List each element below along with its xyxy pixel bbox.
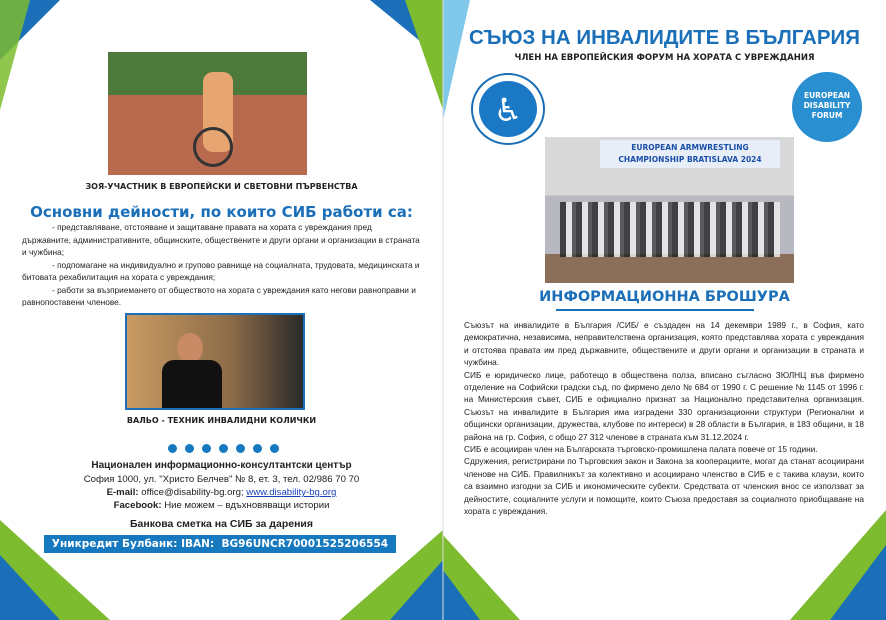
decorative-dots [168, 444, 279, 453]
paragraph: Съюзът на инвалидите в България /СИБ/ е създаден на 14 декември 1989 г., в София, като демократична, независима, неправителствена организация, която представлява хората с увреждания и отстоява правата им пред държавните, обществените и други органи и организации в страната и чужбина. [464, 320, 864, 368]
org-subtitle: ЧЛЕН НА ЕВРОПЕЙСКИЯ ФОРУМ НА ХОРАТА С УВРЕЖДАНИЯ [514, 53, 815, 63]
brochure-heading: ИНФОРМАЦИОННА БРОШУРА [539, 289, 790, 305]
photo-banner: EUROPEAN ARMWRESTLING CHAMPIONSHIP BRATISLAVA 2024 [600, 140, 780, 168]
email-line [0, 487, 443, 498]
tennis-photo [108, 52, 307, 175]
facebook-label: Facebook: [113, 500, 162, 511]
sib-logo [471, 73, 545, 145]
bank-heading: Банкова сметка на СИБ за дарения [129, 518, 313, 530]
technician-photo [125, 313, 305, 410]
wheelchair-icon: ♿ [479, 81, 537, 137]
photo2-caption: ВАЛЬО - ТЕХНИК ИНВАЛИДНИ КОЛИЧКИ [126, 416, 317, 425]
activities-heading: Основни дейности, по които СИБ работи са: [30, 203, 413, 221]
heading-underline [556, 309, 754, 311]
website-link[interactable]: www.disability-bg.org [246, 487, 337, 498]
email-label: E-mail: [106, 487, 139, 498]
facebook-line [0, 500, 443, 511]
iban-banner: Уникредит Булбанк: IBAN: BG96UNCR70001525206554 [44, 535, 396, 553]
edf-logo: EUROPEAN DISABILITY FORUM [792, 72, 862, 142]
center-name: Национален информационно-консултантски център [91, 460, 352, 471]
photo1-caption: ЗОЯ-УЧАСТНИК В ЕВРОПЕЙСКИ И СВЕТОВНИ ПЪРВЕНСТВА [85, 182, 358, 191]
address: София 1000, ул. "Христо Белчев" № 8, ет. 3, тел. 02/986 70 70 [83, 474, 360, 485]
facebook-page: Ние можем – вдъхновяващи истории [164, 500, 330, 511]
paragraph: СИБ е юридическо лице, работещо в обществена полза, вписано съгласно ЗЮЛНЦ във фирмено отделение на Софийски градски съд, по фирмено дело № 684 от 1990 г. С решение № 1145 от 1996 г. на Министерския съвет, СИБ е официално признат за Национално представителна организация. Съюзът на инвалидите в България има изградени 330 организационни структури (Регионални и общински организации, дружества, клубове по интереси) в 28 области в България, в 183 общини, в 18 района на гр. София, с общо 27 312 членове в страната към 31.12.2024 г. [464, 369, 864, 442]
org-title: СЪЮЗ НА ИНВАЛИДИТЕ В БЪЛГАРИЯ [468, 26, 860, 49]
activity-item: - работи за възприемането от обществото на хората с увреждания като негови равноправни и равнопоставени членове. [22, 284, 416, 307]
email-link[interactable]: office@disability-bg.org; [141, 487, 244, 498]
championship-photo [545, 137, 794, 283]
activities-list [22, 221, 422, 309]
activity-item: - представляване, отстояване и защитаване правата на хората с увреждания пред държавните, административните, общинските, обществените и други органи и организации в страната и чужбина; [22, 222, 420, 257]
brochure-text [464, 319, 864, 518]
paragraph: Сдружения, регистрирани по Търговския закон и Закона за кооперациите, могат да станат асоциирани членове на СИБ. Правилникът за колективно и асоциирано членство в СИБ е с такива клаузи, които са взаимно изгодни за СИБ и икономическите субекти. Средствата от членския внос се използват за дейностите, социалните услуги и помощите, които Съюза предоставя за социалното приобщаване на хората с увреждания. [464, 456, 864, 517]
paragraph: СИБ е асоцииран член на Българската търговско-промишлена палата повече от 15 години. [464, 444, 818, 455]
activity-item: - подпомагане на индивидуално и групово равнище на социалната, трудовата, медицинската и битовата рехабилитация на хората с увреждания; [22, 259, 420, 282]
